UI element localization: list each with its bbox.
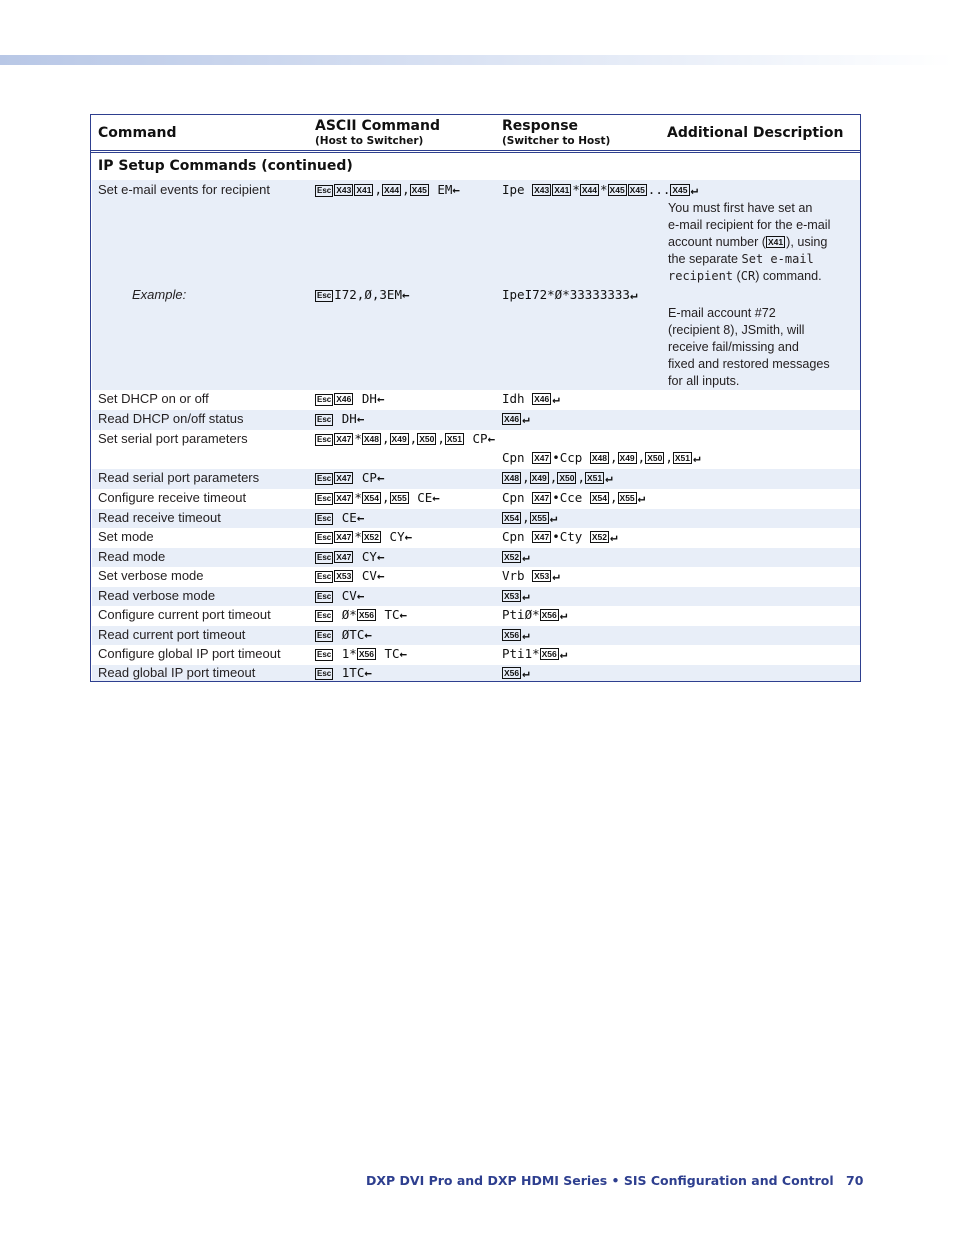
resp-text: Idh [502,391,525,406]
table-row [92,606,860,626]
var-x46: X46 [534,394,550,404]
enter-arrow-icon: ← [399,646,408,661]
var-x50: X50 [419,434,435,444]
var-x47: X47 [534,453,550,463]
row-label: Set serial port parameters [98,431,248,446]
command-table [90,114,861,682]
enter-arrow-icon: ← [401,287,410,302]
note-text: ) command. [755,269,822,283]
return-arrow-icon: ↵ [552,391,560,406]
note-line: receive fail/missing and [668,340,799,354]
resp-text: Pti1* [502,646,540,661]
var-x48: X48 [363,434,380,444]
var-x41: X41 [356,185,372,195]
var-x51: X51 [674,453,690,463]
var-x52: X52 [363,532,380,542]
note-line: E-mail account #72 [668,306,776,320]
ascii-command [315,646,407,661]
var-x47: X47 [336,493,352,503]
note-line [668,251,853,268]
cmd-text: CE [417,490,433,505]
var-x53: X53 [336,571,352,581]
note-line [668,268,853,285]
cmd-text: CP [361,470,377,485]
header-command: Command [98,125,177,141]
return-arrow-icon: ↵ [605,470,613,485]
return-arrow-icon: ↵ [522,665,530,680]
table-row [92,587,860,606]
table-row [92,548,860,567]
return-arrow-icon: ↵ [522,411,530,426]
var-x53: X53 [504,591,520,601]
example-response [502,287,637,302]
row-label: Read verbose mode [98,588,216,603]
note-line [668,234,853,251]
response: X54 , X55 ↵ [504,510,558,525]
row-label: Configure current port timeout [98,607,271,622]
enter-arrow-icon: ← [376,470,385,485]
resp-text: Cpn [502,490,525,505]
cmd-text: DH [361,391,377,406]
var-x50: X50 [647,453,663,463]
note-mono: Set e-mail [741,252,814,266]
return-arrow-icon: ↵ [559,646,568,661]
var-x45: X45 [629,185,645,195]
header-ascii-sub: (Host to Switcher) [315,135,424,147]
response [502,588,530,603]
row-label: Configure global IP port timeout [98,646,281,661]
response: Ipe X43 X41 * X44 * X45 X45 ... X45 ↵ [502,182,699,197]
var-x54: X54 [591,493,607,503]
table-row [92,645,860,665]
var-x51: X51 [446,434,462,444]
var-x49: X49 [619,453,635,463]
note-line: You must first have set an [668,201,813,215]
enter-arrow-icon: ← [487,431,496,446]
response [502,627,530,642]
esc-key-icon: Esc [317,611,332,620]
table-row [92,180,860,390]
cmd-prefix: Ø* [341,607,357,622]
ascii-command [315,510,364,525]
esc-key-icon: Esc [317,572,332,581]
note-mono: recipient [668,269,734,283]
var-x45: X45 [411,185,427,195]
var-x47: X47 [534,532,550,542]
cmd-text: CY [389,529,405,544]
var-x47: X47 [336,434,352,444]
row-label: Read serial port parameters [98,470,260,485]
response: Cpn X47 •Cce X54 , X55 ↵ [502,490,646,505]
enter-arrow-icon: ← [376,391,385,406]
return-arrow-icon: ↵ [522,549,530,564]
resp-mid: •Cty [552,529,583,544]
var-x56: X56 [504,668,520,678]
cmd-text: CV [361,568,377,583]
ascii-command: Esc X43 X41 , X44 , X45 EM← [317,182,460,197]
esc-key-icon: Esc [317,650,332,659]
esc-key-icon: Esc [317,592,332,601]
note-line: for all inputs. [668,374,740,388]
ascii-command: Esc X47 * X54 , X55 CE← [317,490,440,505]
return-arrow-icon: ↵ [552,568,560,583]
enter-arrow-icon: ← [376,549,385,564]
row-label: Set mode [98,529,154,544]
enter-arrow-icon: ← [404,529,413,544]
response [502,549,530,564]
response [502,646,567,661]
var-x56: X56 [541,610,557,620]
note-text: account number ( [668,235,767,249]
table-header [91,115,860,151]
cmd-text: CP [472,431,488,446]
note-line: e-mail recipient for the e-mail [668,218,831,232]
var-x45: X45 [609,185,625,195]
page-number: 70 [846,1173,864,1188]
var-x52: X52 [591,532,607,542]
var-x48: X48 [504,473,520,483]
resp-mid: •Ccp [552,450,583,465]
esc-key-icon: Esc [317,533,332,542]
header-response: Response [502,118,579,134]
ascii-command [315,627,372,642]
var-x52: X52 [504,552,520,562]
var-x49: X49 [391,434,407,444]
cmd-text: ØTC [341,627,365,642]
esc-key-icon: Esc [317,631,332,640]
ascii-command [315,607,407,622]
esc-key-icon: Esc [317,474,332,483]
esc-key-icon: Esc [317,494,332,503]
enter-arrow-icon: ← [399,607,408,622]
var-x53: X53 [534,571,550,581]
var-x41: X41 [768,237,784,247]
response [502,607,567,622]
ascii-command: Esc X47 * X52 CY← [317,529,413,544]
return-arrow-icon: ↵ [549,510,558,525]
var-x50: X50 [559,473,575,483]
var-x46: X46 [336,394,352,404]
esc-key-icon: Esc [317,435,332,444]
cmd-text: I72,Ø,3EM [334,287,402,302]
esc-key-icon: Esc [317,553,332,562]
table-row [92,626,860,645]
resp-text: PtiØ* [502,607,540,622]
row-label: Read global IP port timeout [98,665,256,680]
email-note [668,200,853,285]
response: Cpn X47 •Ccp X48 , X49 , X50 , X51 ↵ [502,450,701,465]
resp-text: Cpn [502,450,525,465]
note-mono: CR [740,269,756,283]
row-label: Configure receive timeout [98,490,247,505]
var-x56: X56 [504,630,520,640]
row-label: Set verbose mode [98,568,204,583]
cmd-text: 1TC [341,665,365,680]
enter-arrow-icon: ← [376,568,385,583]
footer-title: DXP DVI Pro and DXP HDMI Series • SIS Configuration and Control [366,1173,834,1188]
esc-key-icon: Esc [317,514,332,523]
table-row [92,410,860,430]
ascii-command [315,588,364,603]
row-label: Read receive timeout [98,510,221,525]
return-arrow-icon: ↵ [610,529,618,544]
enter-arrow-icon: ← [364,627,372,642]
row-label: Read mode [98,549,166,564]
var-x54: X54 [363,493,380,503]
top-gradient-bar [0,55,954,65]
ascii-command [315,665,372,680]
resp-text: Ipe [502,182,525,197]
var-x47: X47 [534,493,550,503]
table-row [92,489,860,509]
example-note [668,305,853,390]
cmd-text: CY [361,549,377,564]
var-x48: X48 [591,453,607,463]
esc-key-icon: Esc [317,415,332,424]
ascii-command [315,391,384,406]
header-response-sub: (Switcher to Host) [502,135,611,147]
var-x44: X44 [581,185,598,195]
row-label: Set DHCP on or off [98,391,209,406]
cmd-text: DH [341,411,357,426]
header-ascii-command: ASCII Command [315,118,440,134]
var-x56: X56 [358,649,374,659]
esc-key-icon: Esc [317,291,332,300]
ascii-command [315,549,384,564]
cmd-text: CV [341,588,357,603]
return-arrow-icon: ↵ [690,182,699,197]
response [502,568,560,583]
cmd-text: EM [437,182,453,197]
cmd-text: TC [384,607,400,622]
table-row [92,469,860,489]
var-x46: X46 [504,414,520,424]
var-x55: X55 [531,513,547,523]
var-x47: X47 [336,552,352,562]
ascii-command [315,470,384,485]
return-arrow-icon: ↵ [692,450,701,465]
note-text: the separate [668,252,742,266]
ascii-command [315,411,364,426]
var-x41: X41 [554,185,570,195]
ascii-command: Esc X47 * X48 , X49 , X50 , X51 CP← [317,431,496,446]
var-x44: X44 [384,185,400,195]
enter-arrow-icon: ← [432,490,440,505]
var-x54: X54 [504,513,520,523]
var-x55: X55 [391,493,407,503]
note-text: ( [733,269,741,283]
esc-key-icon: Esc [317,669,332,678]
row-label: Set e-mail events for recipient [98,182,270,197]
header-additional-description: Additional Description [667,125,844,141]
cmd-text: TC [384,646,400,661]
header-divider [91,152,860,153]
var-x51: X51 [586,473,603,483]
table-row [92,430,860,469]
response [502,665,530,680]
var-x56: X56 [541,649,557,659]
section-title: IP Setup Commands (continued) [98,158,353,174]
example-command [315,287,410,302]
table-row [92,509,860,528]
var-x43: X43 [534,185,550,195]
response: X48 , X49 , X50 , X51 ↵ [504,470,613,485]
note-line: (recipient 8), JSmith, will [668,323,805,337]
enter-arrow-icon: ← [356,411,365,426]
resp-text: Vrb [502,568,525,583]
resp-text: IpeI72*Ø*33333333 [502,287,630,302]
cmd-prefix: 1* [341,646,357,661]
esc-key-icon: Esc [317,395,332,404]
row-label: Read DHCP on/off status [98,411,244,426]
enter-arrow-icon: ← [356,588,365,603]
var-x49: X49 [531,473,547,483]
table-row [92,665,860,681]
var-x55: X55 [619,493,635,503]
return-arrow-icon: ↵ [522,588,530,603]
var-x56: X56 [358,610,374,620]
var-x43: X43 [336,185,352,195]
enter-arrow-icon: ← [452,182,460,197]
note-line: fixed and restored messages [668,357,830,371]
resp-text: Cpn [502,529,525,544]
return-arrow-icon: ↵ [629,287,638,302]
ascii-command [315,568,384,583]
resp-ellipsis: ... [647,182,671,197]
response [502,411,530,426]
resp-mid: •Cce [552,490,583,505]
cmd-text: CE [341,510,357,525]
var-x45: X45 [672,185,688,195]
table-row [92,528,860,548]
return-arrow-icon: ↵ [559,607,568,622]
response [502,529,618,544]
response [502,391,560,406]
enter-arrow-icon: ← [364,665,372,680]
var-x47: X47 [336,532,352,542]
return-arrow-icon: ↵ [637,490,646,505]
example-label: Example: [132,287,187,302]
return-arrow-icon: ↵ [522,627,530,642]
note-text: ), using [786,235,828,249]
enter-arrow-icon: ← [356,510,365,525]
table-row [92,390,860,410]
esc-key-icon: Esc [317,186,332,195]
row-label: Read current port timeout [98,627,246,642]
var-x47: X47 [336,473,352,483]
table-row [92,567,860,587]
